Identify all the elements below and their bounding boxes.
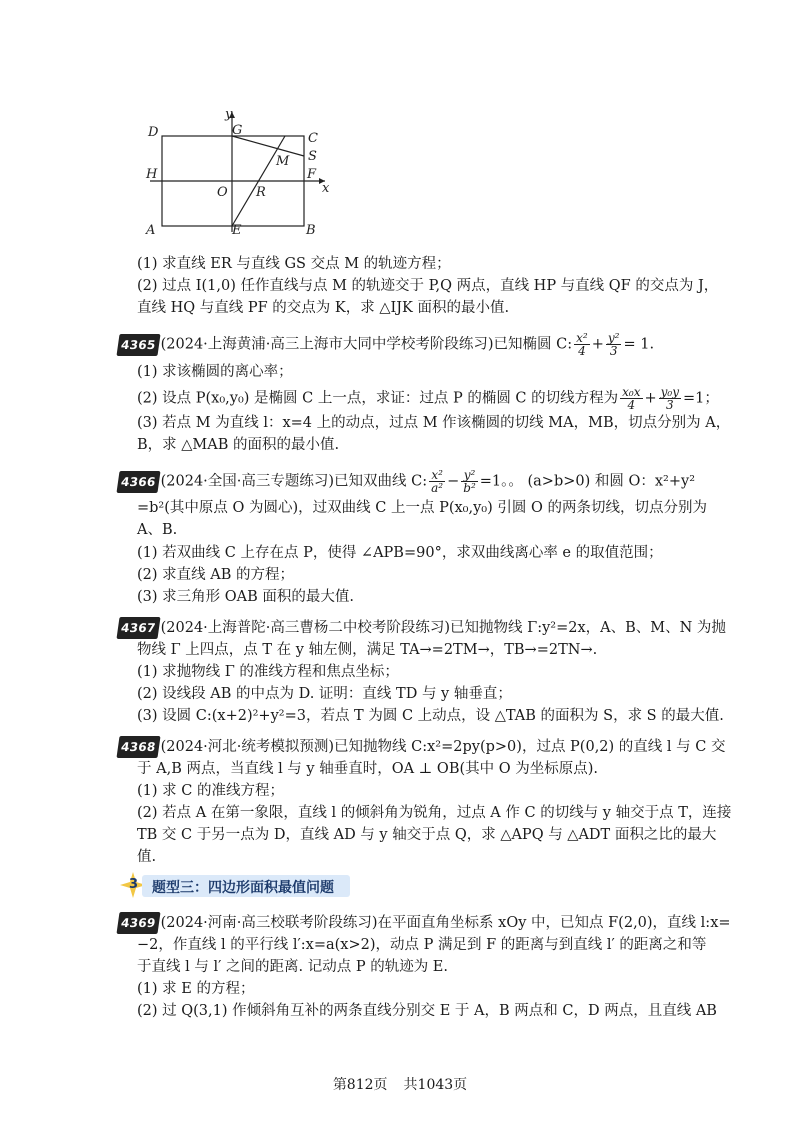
label-r: R — [256, 185, 266, 200]
label-s: S — [308, 149, 317, 164]
fraction-y2-over-3: $\frac{\text{y²}}{3}$ — [607, 331, 620, 358]
problem-4366-stem-line2: =b²(其中原点 O 为圆心)，过双曲线 C 上一点 P(x₀,y₀) 引圆 O 的两条切线，切点分别为 — [137, 500, 707, 516]
problem-4366-stem: 4366 (2024·全国·高三专题练习)已知双曲线 C: $\frac{\text{x²}}{\text{a²}}$ − $\frac{\text{y²}}{\text{b²}}$ =1。。 (a>b>0) 和圆 O：x²+y² — [118, 469, 695, 494]
problem-4367-stem — [118, 617, 726, 639]
problem-4365-stem: 4365 (2024·上海黄浦·高三上海市大同中学校考阶段练习)已知椭圆 C: $\frac{\text{x²}}{4}$ + $\frac{\text{y²}}{3}$ = 1. — [118, 332, 654, 357]
label-h: H — [146, 167, 158, 182]
page-footer — [0, 1074, 800, 1094]
fraction-x0x-over-4: $\frac{\text{x₀x}}{4}$ — [622, 385, 641, 412]
section-title: 题型三：四边形面积最值问题 — [152, 880, 334, 896]
problem-4367-stem-line2: 物线 Γ 上四点，点 T 在 y 轴左侧，满足 TA→=2TM→，TB→=2TN→. — [137, 642, 598, 658]
label-b: B — [306, 223, 316, 238]
section-index: 3 — [129, 877, 139, 892]
label-d: D — [148, 125, 159, 140]
problem-number-badge: 4369 — [116, 912, 160, 934]
coordinate-figure — [140, 104, 340, 244]
fraction-x2-over-a2: $\frac{\text{x²}}{\text{a²}}$ — [431, 468, 444, 495]
label-x: x — [322, 181, 330, 196]
problem-4365-q3-line2: B，求 △MAB 的面积的最小值. — [137, 437, 340, 453]
problem-4366-stem-suffix: =1。。 (a>b>0) 和圆 O：x²+y² — [479, 473, 696, 490]
problem-4366-q3: (3) 求三角形 OAB 面积的最大值. — [137, 589, 354, 605]
problem-4367-stem-text: (2024·上海普陀·高三曹杨二中校考阶段练习)已知抛物线 Γ:y²=2x，A、B、M、N 为抛 — [160, 620, 726, 636]
problem-4369-q1: (1) 求 E 的方程； — [137, 981, 255, 997]
problem-number-badge: 4365 — [116, 334, 160, 356]
problem-4367-q3: (3) 设圆 C:(x+2)²+y²=3，若点 T 为圆 C 上动点，设 △TAB 的面积为 S，求 S 的最大值. — [137, 708, 724, 724]
problem-4369-stem-text: (2024·河南·高三校联考阶段练习)在平面直角坐标系 xOy 中，已知点 F(2,0)，直线 l:x= — [160, 915, 731, 931]
problem-4368-q1: (1) 求 C 的准线方程； — [137, 783, 284, 799]
problem-4366-stem-text: (2024·全国·高三专题练习)已知双曲线 C: — [160, 473, 428, 490]
problem-4368-q2-line2: TB 交 C 于另一点为 D，直线 AD 与 y 轴交于点 Q，求 △APQ 与 △ADT 面积之比的最大 — [137, 827, 717, 843]
problem-4365-q2-text: (2) 设点 P(x₀,y₀) 是椭圆 C 上一点，求证：过点 P 的椭圆 C 的切线方程为 — [137, 390, 619, 407]
fraction-x2-over-4: $\frac{\text{x²}}{4}$ — [576, 331, 588, 358]
fraction-y2-over-b2: $\frac{\text{y²}}{\text{b²}}$ — [463, 468, 476, 495]
fraction-y0y-over-3: $\frac{\text{y₀y}}{3}$ — [660, 385, 680, 412]
problem-4366-q2: (2) 求直线 AB 的方程； — [137, 567, 294, 583]
problem-4369-stem-line3: 于直线 l 与 l′ 之间的距离. 记动点 P 的轨迹为 E. — [137, 959, 448, 975]
problem-4368-stem — [118, 736, 725, 758]
label-y: y — [225, 107, 233, 122]
problem-4364-q1: (1) 求直线 ER 与直线 GS 交点 M 的轨迹方程； — [137, 256, 451, 272]
label-c: C — [308, 131, 318, 146]
problem-4364-q2-line2: 直线 HQ 与直线 PF 的交点为 K，求 △IJK 面积的最小值. — [137, 300, 510, 316]
problem-4368-q2-line1: (2) 若点 A 在第一象限，直线 l 的倾斜角为锐角，过点 A 作 C 的切线与 y 轴交于点 T，连接 — [137, 805, 732, 821]
page-number: 第812页 — [332, 1077, 388, 1093]
problem-4365-q2-end: =1； — [683, 390, 719, 407]
problem-number-badge: 4367 — [116, 617, 160, 639]
problem-4367-q2: (2) 设线段 AB 的中点为 D. 证明：直线 TD 与 y 轴垂直； — [137, 686, 512, 702]
problem-4368-stem-text: (2024·河北·统考模拟预测)已知抛物线 C:x²=2py(p>0)，过点 P(0,2) 的直线 l 与 C 交 — [160, 739, 726, 755]
label-g: G — [232, 123, 243, 138]
problem-4367-q1: (1) 求抛物线 Γ 的准线方程和焦点坐标； — [137, 664, 399, 680]
label-e: E — [232, 223, 242, 238]
problem-4368-stem-line2: 于 A,B 两点，当直线 l 与 y 轴垂直时，OA ⊥ OB(其中 O 为坐标原点). — [137, 761, 599, 777]
page-total: 共1043页 — [403, 1077, 468, 1093]
label-f: F — [307, 167, 317, 182]
label-o: O — [217, 185, 228, 200]
label-a: A — [146, 223, 156, 238]
problem-4368-q2-line3: 值. — [137, 849, 157, 865]
problem-number-badge: 4366 — [116, 471, 160, 493]
label-m: M — [276, 154, 290, 169]
problem-4369-q2: (2) 过 Q(3,1) 作倾斜角互补的两条直线分别交 E 于 A，B 两点和 C，D 两点，且直线 AB — [137, 1003, 717, 1019]
line-gs — [232, 136, 304, 156]
problem-4365-stem-text: (2024·上海黄浦·高三上海市大同中学校考阶段练习)已知椭圆 C: — [160, 336, 573, 353]
problem-4365-q2: (2) 设点 P(x₀,y₀) 是椭圆 C 上一点，求证：过点 P 的椭圆 C 的切线方程为 $\frac{\text{x₀x}}{4}$ + $\frac{\text{y₀y}}{3}$ =1； — [137, 385, 719, 412]
problem-4366-stem-line3: A、B. — [137, 522, 178, 538]
problem-4365-q1: (1) 求该椭圆的离心率； — [137, 364, 293, 380]
problem-4366-q1: (1) 若双曲线 C 上存在点 P，使得 ∠APB=90°，求双曲线离心率 e 的取值范围； — [137, 545, 663, 561]
section-heading — [118, 870, 338, 900]
problem-4365-q3-line1: (3) 若点 M 为直线 l：x=4 上的动点，过点 M 作该椭圆的切线 MA，MB，切点分别为 A， — [137, 415, 731, 431]
problem-4369-stem-line2: −2，作直线 l 的平行线 l′:x=a(x>2)，动点 P 满足到 F 的距离与到直线 l′ 的距离之和等 — [137, 937, 707, 953]
problem-4369-stem — [118, 912, 731, 934]
problem-4364-q2-line1: (2) 过点 I(1,0) 任作直线与点 M 的轨迹交于 P,Q 两点，直线 HP 与直线 QF 的交点为 J， — [137, 278, 719, 294]
problem-number-badge: 4368 — [116, 736, 160, 758]
